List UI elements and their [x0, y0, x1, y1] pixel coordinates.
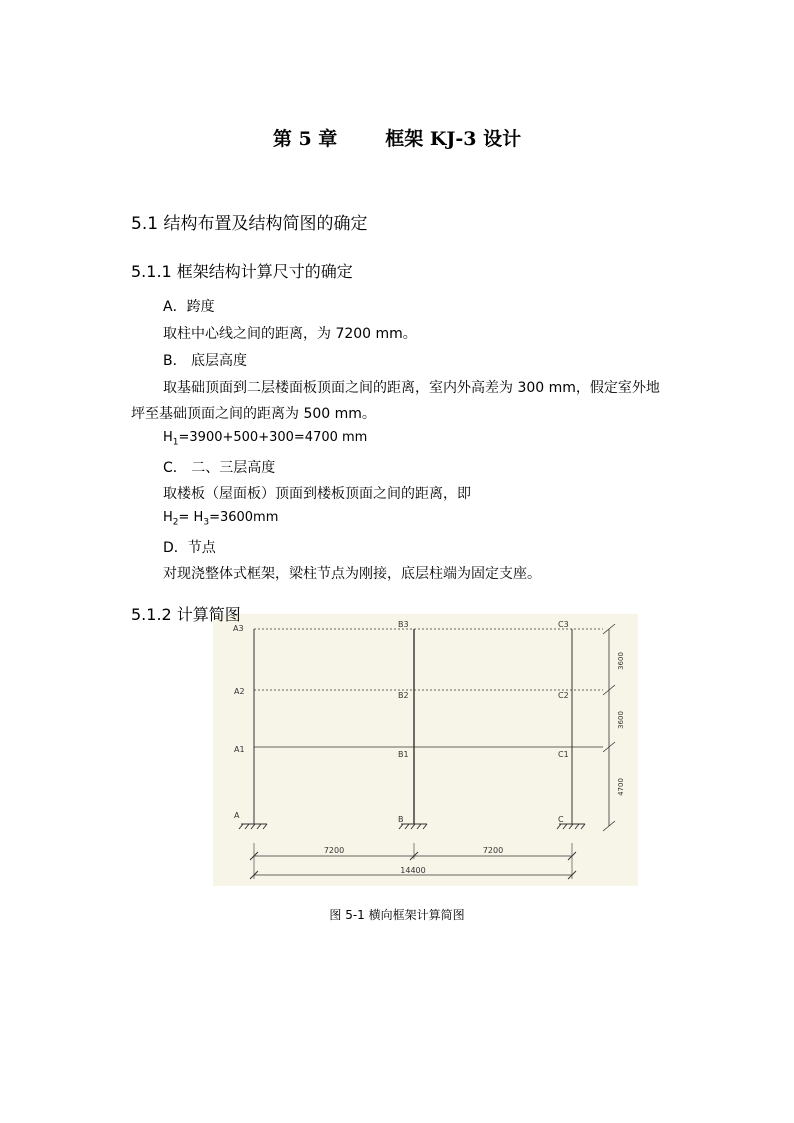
node-label: A	[234, 811, 240, 820]
total-dim-text: 14400	[400, 866, 426, 875]
frame-diagram	[213, 614, 638, 886]
item-a-text: 取柱中心线之间的距离，为 7200 mm。	[163, 326, 417, 342]
node-label: A1	[234, 745, 245, 754]
item-b-text-1: 取基础顶面到二层楼面板顶面之间的距离，室内外高差为 300 mm，假定室外地	[163, 380, 660, 396]
node-label: B1	[398, 750, 409, 759]
figure-caption: 图 5-1 横向框架计算简图	[329, 908, 465, 922]
item-b-label: B． 底层高度	[163, 353, 248, 369]
item-c-label: C． 二、三层高度	[163, 460, 276, 476]
support-c	[557, 824, 585, 829]
height-dim-text: 4700	[617, 778, 625, 796]
node-label: C2	[558, 691, 569, 700]
item-c-text: 取楼板（屋面板）顶面到楼板顶面之间的距离，即	[163, 486, 471, 502]
support-a	[239, 824, 267, 829]
node-label: C	[558, 815, 564, 824]
node-label: C1	[558, 750, 569, 759]
node-label: C3	[558, 620, 569, 629]
formula-h1: $H_1=3900+500+300=4700$ mm	[163, 430, 368, 448]
height-dim-text: 3600	[617, 711, 625, 729]
chapter-title	[0, 124, 794, 151]
node-label: B2	[398, 691, 409, 700]
item-d-text: 对现浇整体式框架，梁柱节点为刚接，底层柱端为固定支座。	[163, 566, 541, 582]
section-heading-5-1: 5.1 结构布置及结构简图的确定	[131, 214, 368, 234]
item-b-text-2: 坪至基础顶面之间的距离为 500 mm。	[131, 406, 376, 422]
node-label: A2	[234, 687, 245, 696]
node-label: A3	[233, 624, 244, 633]
formula-h2-h3: $H_2= H_3=3600mm$	[163, 510, 279, 528]
node-label: B	[398, 815, 404, 824]
node-label: B3	[398, 620, 409, 629]
item-a-label: A．跨度	[163, 299, 215, 315]
chapter-name: 框架 KJ-3 设计	[385, 128, 522, 150]
item-d-label: D．节点	[163, 540, 216, 556]
section-heading-5-1-2: 5.1.2 计算简图	[131, 605, 241, 624]
span-dim-text: 7200	[482, 846, 504, 855]
chapter-number: 第 5 章	[272, 128, 338, 150]
span-dim-text: 7200	[323, 846, 345, 855]
frame-diagram-figure	[213, 614, 638, 886]
section-heading-5-1-1: 5.1.1 框架结构计算尺寸的确定	[131, 262, 353, 281]
support-b	[399, 824, 427, 829]
height-dim-text: 3600	[617, 652, 625, 670]
